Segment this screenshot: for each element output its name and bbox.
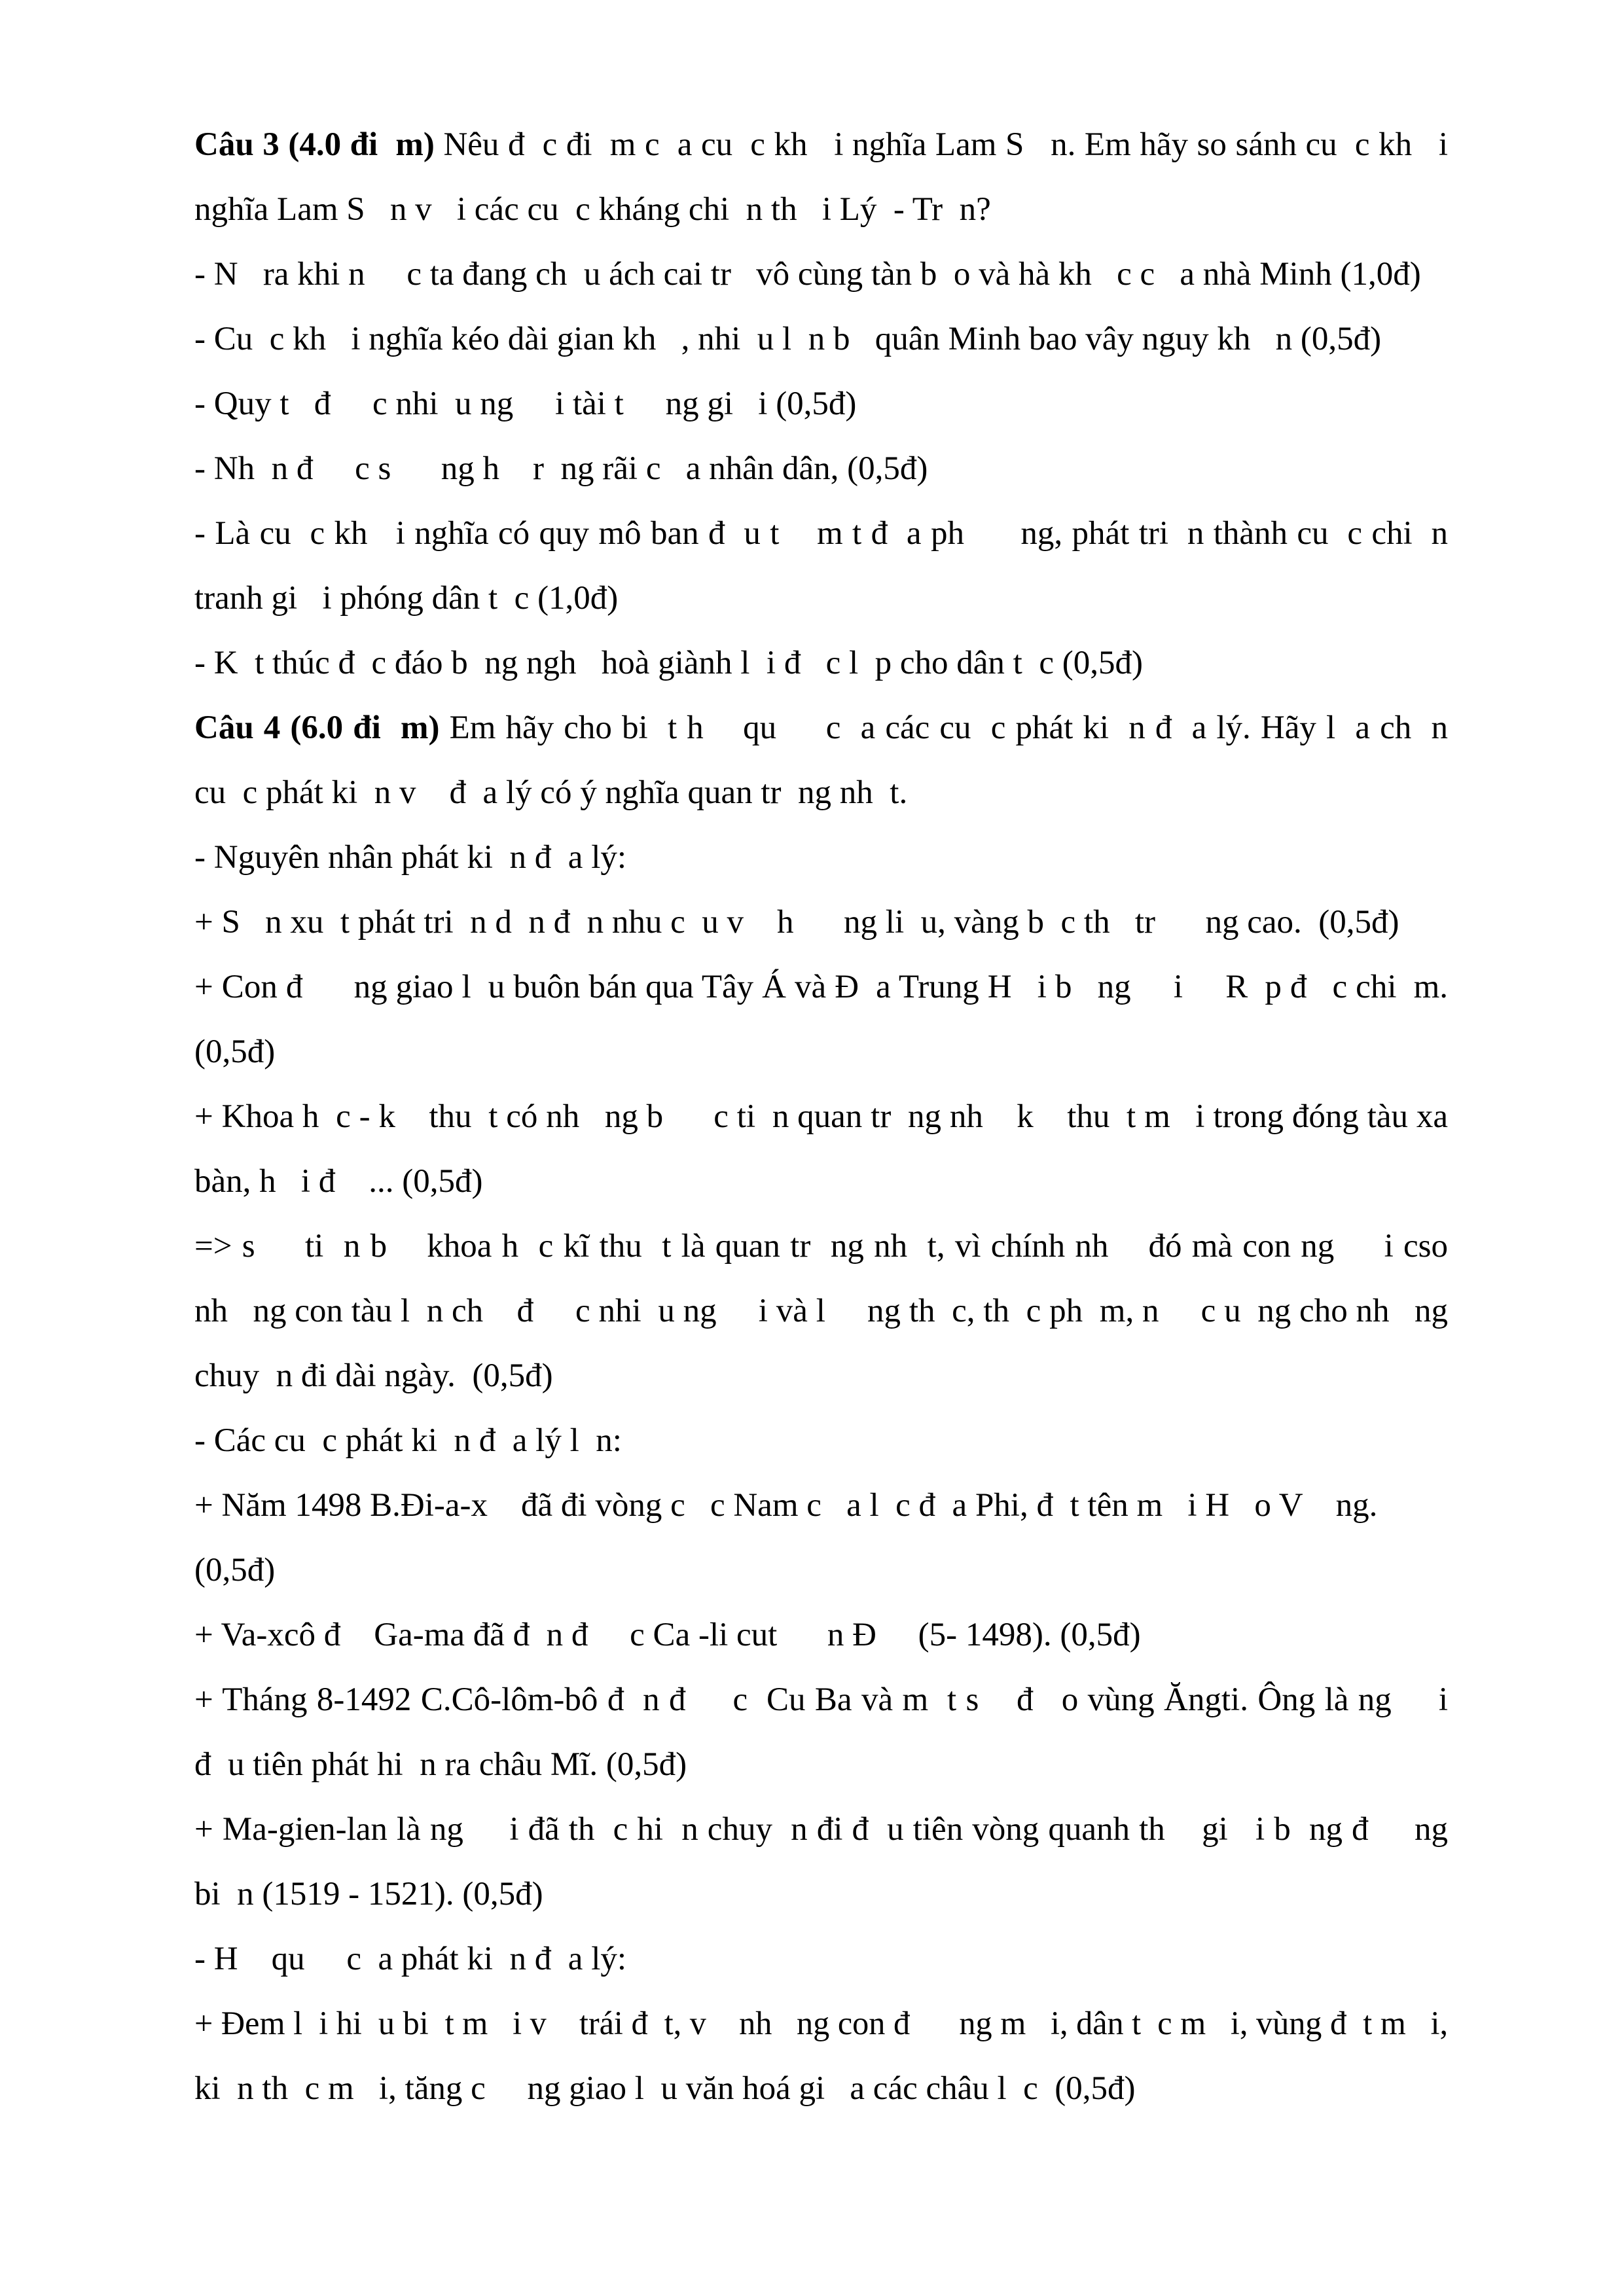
q4-answer-line: => s ti n b khoa h c kĩ thu t là quan tr ng nh t, vì chính nh đó mà con ng i cso — [194, 1228, 1448, 1265]
q3-answer-line: - Là cu c kh i nghĩa có quy mô ban đ u t m t đ a ph ng, phát tri n thành cu c chi n — [194, 515, 1448, 552]
q4-answer-line: - Nguyên nhân phát ki n đ a lý: — [194, 839, 627, 876]
q4-answer-line: + Va-xcô đ Ga-ma đã đ n đ c Ca -li cut n Đ (5- 1498). (0,5đ) — [194, 1617, 1141, 1653]
q3-answer-line: tranh gi i phóng dân t c (1,0đ) — [194, 580, 619, 617]
q3-prompt-text: Nêu đ c đi m c a cu c kh i nghĩa Lam S n. Em hãy so sánh cu c kh i — [434, 126, 1448, 163]
q4-prompt-line-1 — [194, 696, 1448, 761]
q3-answer-line: - Cu c kh i nghĩa kéo dài gian kh , nhi u l n b quân Minh bao vây nguy kh n (0,5đ) — [194, 321, 1382, 357]
q4-answer-line: chuy n đi dài ngày. (0,5đ) — [194, 1357, 553, 1394]
q4-answer-line: + Ma-gien-lan là ng i đã th c hi n chuy n đi đ u tiên vòng quanh th gi i b ng đ ng — [194, 1811, 1448, 1848]
q4-answer-line: (0,5đ) — [194, 1552, 276, 1588]
q4-heading: Câu 4 (6.0 đi m) — [194, 709, 440, 746]
q3-answer-line: - Nh n đ c s ng h r ng rãi c a nhân dân, (0,5đ) — [194, 450, 928, 487]
q3-answer-line: - Quy t đ c nhi u ng i tài t ng gi i (0,5đ) — [194, 386, 857, 422]
q4-answer-line: + Năm 1498 B.Đi-a-x đã đi vòng c c Nam c a l c đ a Phi, đ t tên m i H o V ng. — [194, 1487, 1378, 1524]
q3-answer-line: - N ra khi n c ta đang ch u ách cai tr vô cùng tàn b o và hà kh c c a nhà Minh (1,0đ) — [194, 256, 1421, 293]
q4-answer-line: + Con đ ng giao l u buôn bán qua Tây Á và Đ a Trung H i b ng i R p đ c chi m. — [194, 969, 1448, 1005]
q3-prompt-line-1 — [194, 113, 1448, 177]
document-page — [194, 113, 1448, 2121]
q4-answer-line: nh ng con tàu l n ch đ c nhi u ng i và l ng th c, th c ph m, n c u ng cho nh ng — [194, 1293, 1448, 1329]
q4-answer-line: (0,5đ) — [194, 1033, 276, 1070]
q3-prompt-line-2: nghĩa Lam S n v i các cu c kháng chi n th i Lý - Tr n? — [194, 191, 991, 228]
q3-answer-line: - K t thúc đ c đáo b ng ngh hoà giành l i đ c l p cho dân t c (0,5đ) — [194, 645, 1143, 681]
q4-prompt-line-2: cu c phát ki n v đ a lý có ý nghĩa quan tr ng nh t. — [194, 774, 908, 811]
q4-answer-line: đ u tiên phát hi n ra châu Mĩ. (0,5đ) — [194, 1746, 687, 1783]
q4-answer-line: + Tháng 8-1492 C.Cô-lôm-bô đ n đ c Cu Ba và m t s đ o vùng Ăngti. Ông là ng i — [194, 1681, 1448, 1718]
q4-answer-line: - Các cu c phát ki n đ a lý l n: — [194, 1422, 622, 1459]
q4-prompt-text: Em hãy cho bi t h qu c a các cu c phát ki n đ a lý. Hãy l a ch n — [439, 709, 1448, 746]
q4-answer-line: + Đem l i hi u bi t m i v trái đ t, v nh ng con đ ng m i, dân t c m i, vùng đ t m i, — [194, 2005, 1449, 2042]
q4-answer-line: + S n xu t phát tri n d n đ n nhu c u v h ng li u, vàng b c th tr ng cao. (0,5đ) — [194, 904, 1399, 941]
q4-answer-line: bi n (1519 - 1521). (0,5đ) — [194, 1876, 543, 1912]
q4-answer-line: ki n th c m i, tăng c ng giao l u văn hoá gi a các châu l c (0,5đ) — [194, 2070, 1136, 2107]
q4-answer-line: - H qu c a phát ki n đ a lý: — [194, 1941, 627, 1977]
q4-answer-line: + Khoa h c - k thu t có nh ng b c ti n quan tr ng nh k thu t m i trong đóng tàu xa — [194, 1098, 1448, 1135]
q4-answer-line: bàn, h i đ ... (0,5đ) — [194, 1163, 483, 1200]
q3-heading: Câu 3 (4.0 đi m) — [194, 126, 435, 163]
